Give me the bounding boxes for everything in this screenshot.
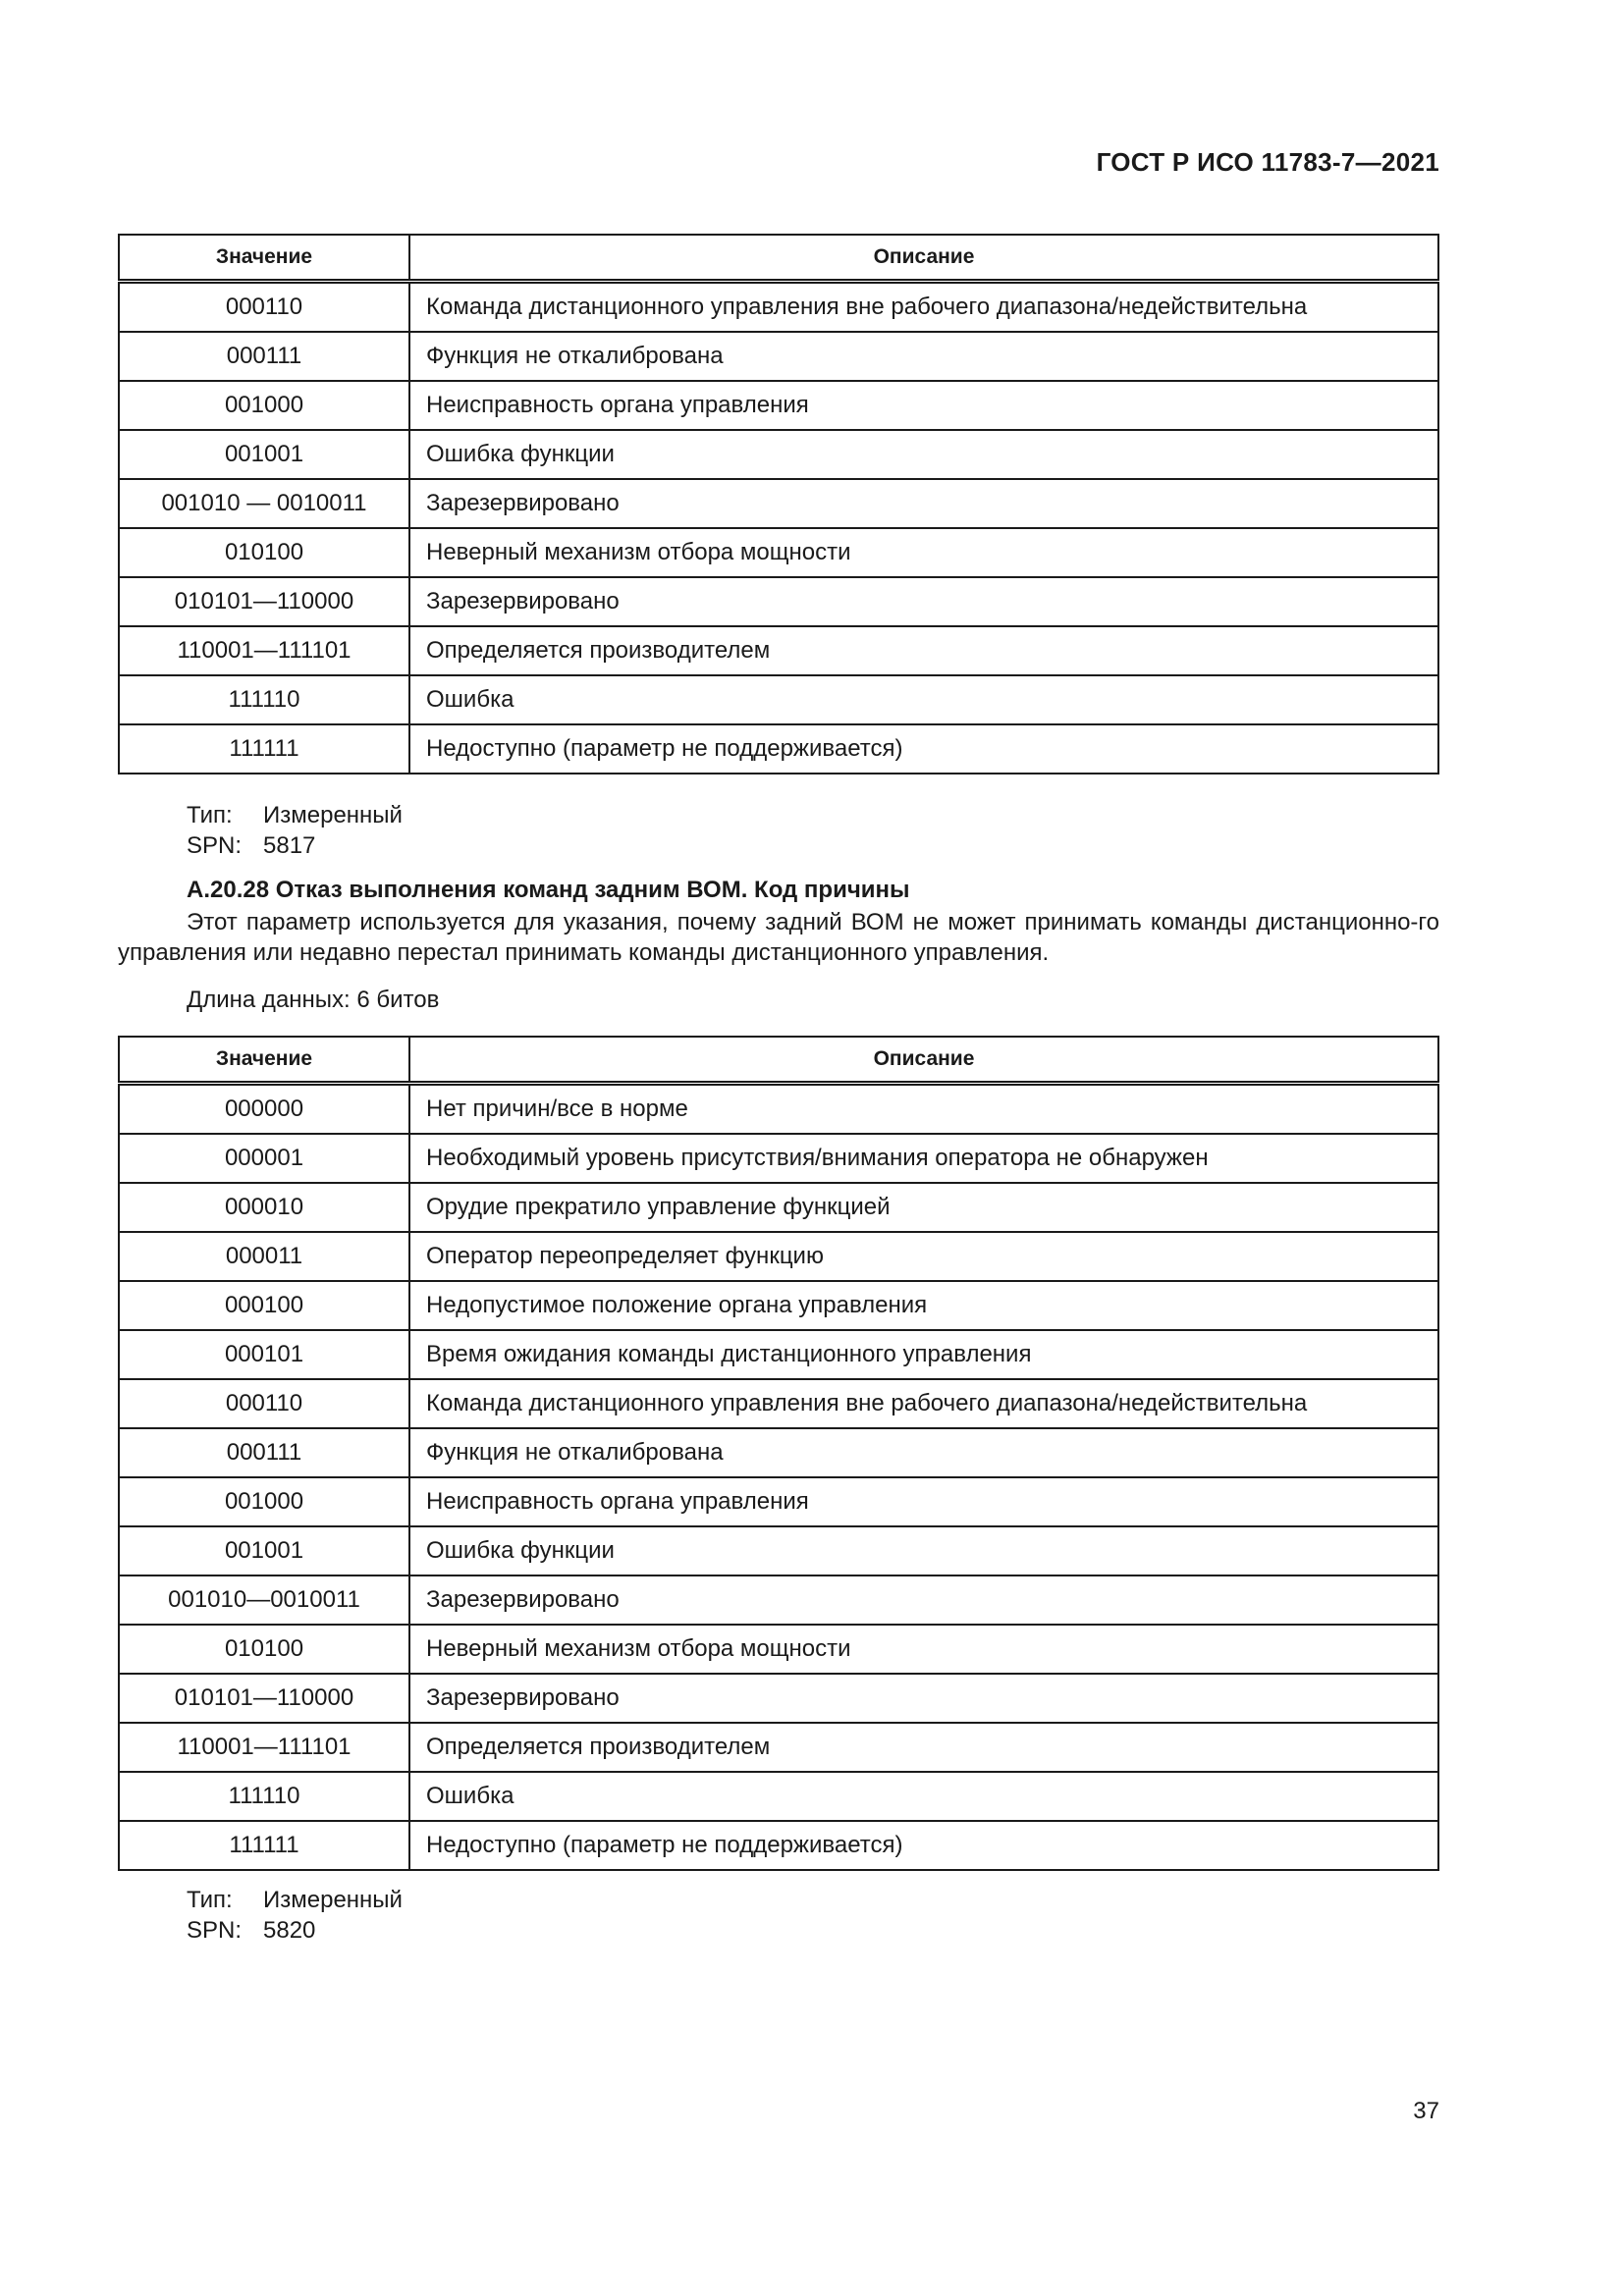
section-paragraph: Этот параметр используется для указания, почему задний ВОМ не может принимать команды дистанционно-го управления или недавно перестал принимать команды дистанционного управления. (118, 909, 1439, 966)
value-cell: 111110 (119, 675, 409, 724)
value-cell: 000000 (119, 1084, 409, 1135)
description-cell: Зарезервировано (409, 577, 1438, 626)
description-cell: Ошибка (409, 675, 1438, 724)
value-cell: 000110 (119, 282, 409, 333)
value-cell: 110001—111101 (119, 626, 409, 675)
description-cell: Недопустимое положение органа управления (409, 1281, 1438, 1330)
table-row (119, 1281, 1438, 1330)
description-cell: Ошибка (409, 1772, 1438, 1821)
description-cell: Неверный механизм отбора мощности (409, 1625, 1438, 1674)
table-body (119, 282, 1438, 774)
description-cell: Зарезервировано (409, 1674, 1438, 1723)
table-row (119, 430, 1438, 479)
value-cell: 111111 (119, 724, 409, 774)
value-cell: 111111 (119, 1821, 409, 1870)
data-length: Длина данных: 6 битов (187, 987, 440, 1013)
table-row (119, 1330, 1438, 1379)
table-row (119, 1821, 1438, 1870)
table-row (119, 479, 1438, 528)
table-row (119, 1625, 1438, 1674)
table-row (119, 1772, 1438, 1821)
description-cell: Команда дистанционного управления вне рабочего диапазона/недействительна (409, 1379, 1438, 1428)
table-row (119, 1575, 1438, 1625)
value-cell: 001010 — 0010011 (119, 479, 409, 528)
table-row (119, 724, 1438, 774)
column-header-value: Значение (119, 235, 409, 282)
type-label: Тип: (187, 802, 233, 828)
spn-line (187, 830, 403, 861)
description-cell: Функция не откалибрована (409, 332, 1438, 381)
value-cell: 000101 (119, 1330, 409, 1379)
value-cell: 010101—110000 (119, 1674, 409, 1723)
description-cell: Недоступно (параметр не поддерживается) (409, 724, 1438, 774)
description-cell: Необходимый уровень присутствия/внимания оператора не обнаружен (409, 1134, 1438, 1183)
description-cell: Ошибка функции (409, 430, 1438, 479)
table-row (119, 577, 1438, 626)
value-cell: 110001—111101 (119, 1723, 409, 1772)
description-cell: Зарезервировано (409, 479, 1438, 528)
spn-line (187, 1915, 403, 1946)
type-line (187, 1885, 403, 1915)
table-header-row (119, 1037, 1438, 1084)
value-cell: 010101—110000 (119, 577, 409, 626)
value-cell: 001000 (119, 381, 409, 430)
table-row (119, 1428, 1438, 1477)
table-row (119, 1232, 1438, 1281)
column-header-description: Описание (409, 1037, 1438, 1084)
description-cell: Оператор переопределяет функцию (409, 1232, 1438, 1281)
value-cell: 000100 (119, 1281, 409, 1330)
value-cell: 001001 (119, 430, 409, 479)
description-cell: Неисправность органа управления (409, 381, 1438, 430)
document-header: ГОСТ Р ИСО 11783-7—2021 (1096, 147, 1439, 177)
description-cell: Неисправность органа управления (409, 1477, 1438, 1526)
value-cell: 010100 (119, 1625, 409, 1674)
value-cell: 001010—0010011 (119, 1575, 409, 1625)
description-cell: Определяется производителем (409, 1723, 1438, 1772)
spn-label: SPN: (187, 1917, 243, 1944)
table-row (119, 332, 1438, 381)
table-values-1 (118, 234, 1439, 774)
table-header-row (119, 235, 1438, 282)
type-label: Тип: (187, 1887, 233, 1913)
description-cell: Время ожидания команды дистанционного управления (409, 1330, 1438, 1379)
table-row (119, 381, 1438, 430)
description-cell: Недоступно (параметр не поддерживается) (409, 1821, 1438, 1870)
section-title: А.20.28 Отказ выполнения команд задним ВОМ. Код причины (187, 877, 910, 903)
description-cell: Функция не откалибрована (409, 1428, 1438, 1477)
table-row (119, 1183, 1438, 1232)
description-cell: Неверный механизм отбора мощности (409, 528, 1438, 577)
spn-label: SPN: (187, 832, 243, 859)
column-header-value: Значение (119, 1037, 409, 1084)
value-cell: 000111 (119, 332, 409, 381)
type-value: Измеренный (263, 1887, 403, 1913)
type-line (187, 800, 403, 830)
table-body (119, 1084, 1438, 1871)
description-cell: Ошибка функции (409, 1526, 1438, 1575)
value-cell: 000011 (119, 1232, 409, 1281)
value-cell: 001001 (119, 1526, 409, 1575)
value-cell: 000010 (119, 1183, 409, 1232)
column-header-description: Описание (409, 235, 1438, 282)
description-cell: Нет причин/все в норме (409, 1084, 1438, 1135)
table-row (119, 626, 1438, 675)
table-row (119, 1526, 1438, 1575)
table-values-2 (118, 1036, 1439, 1871)
value-cell: 111110 (119, 1772, 409, 1821)
value-cell: 001000 (119, 1477, 409, 1526)
table-row (119, 1084, 1438, 1135)
description-cell: Зарезервировано (409, 1575, 1438, 1625)
value-cell: 010100 (119, 528, 409, 577)
table-row (119, 1477, 1438, 1526)
table-row (119, 1134, 1438, 1183)
table-row (119, 1723, 1438, 1772)
parameter-meta-1 (187, 800, 403, 861)
table-row (119, 1379, 1438, 1428)
description-cell: Определяется производителем (409, 626, 1438, 675)
table-row (119, 528, 1438, 577)
value-cell: 000110 (119, 1379, 409, 1428)
table-row (119, 282, 1438, 333)
type-value: Измеренный (263, 802, 403, 828)
table-row (119, 675, 1438, 724)
spn-value: 5820 (263, 1917, 316, 1944)
table-row (119, 1674, 1438, 1723)
value-cell: 000001 (119, 1134, 409, 1183)
parameter-meta-2 (187, 1885, 403, 1946)
description-cell: Команда дистанционного управления вне рабочего диапазона/недействительна (409, 282, 1438, 333)
page-number: 37 (1413, 2098, 1439, 2124)
spn-value: 5817 (263, 832, 316, 859)
value-cell: 000111 (119, 1428, 409, 1477)
description-cell: Орудие прекратило управление функцией (409, 1183, 1438, 1232)
